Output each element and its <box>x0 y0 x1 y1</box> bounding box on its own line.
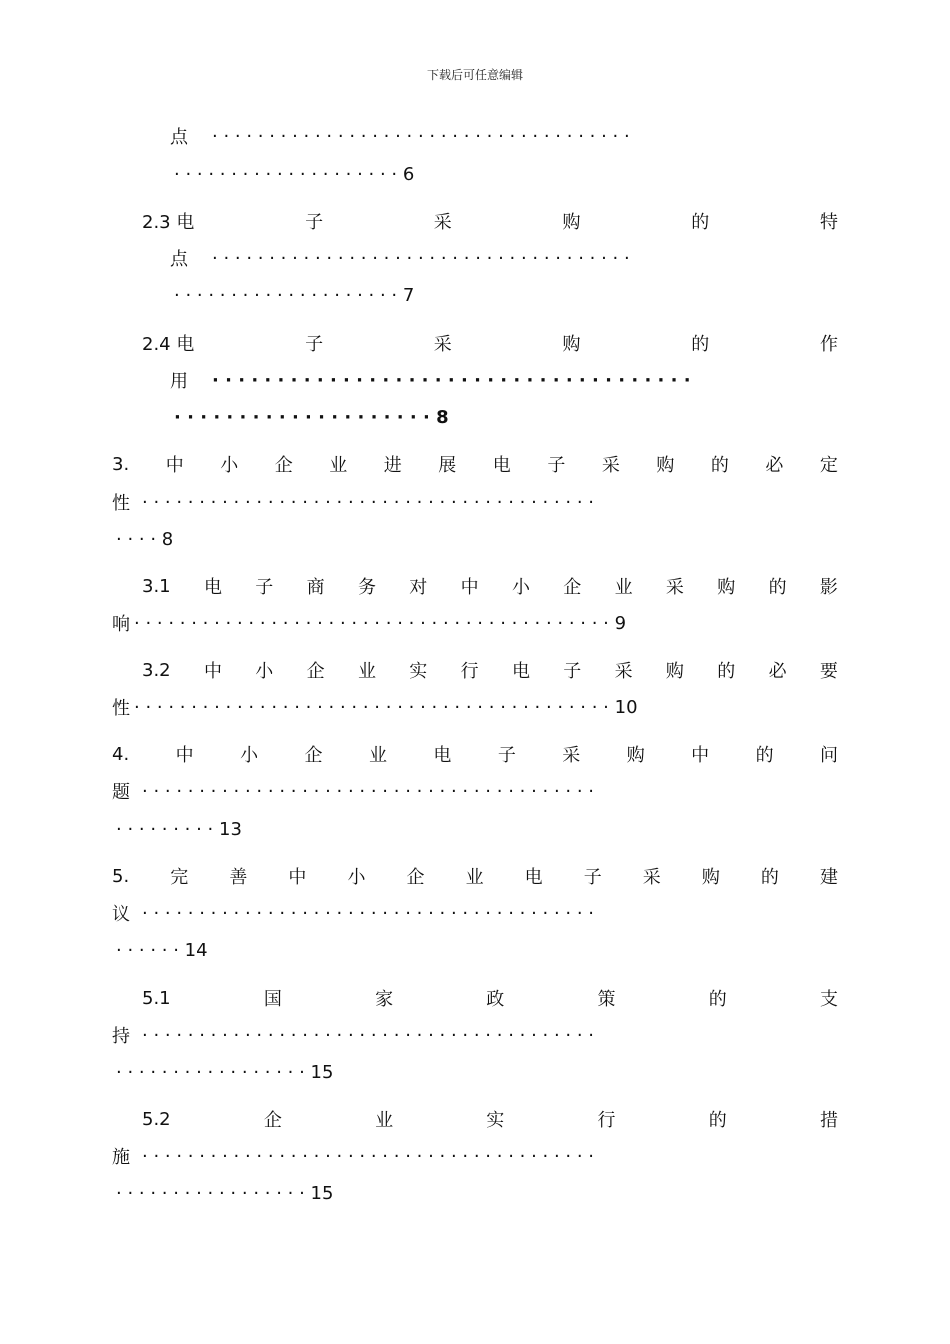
toc-leader-page: · · · · · · · · · · · · · · · · · 15 <box>116 1182 334 1204</box>
toc-token: 3.1 <box>142 575 171 597</box>
toc-token: 建 <box>819 867 838 888</box>
toc-token: 善 <box>229 867 248 888</box>
toc-token: 务 <box>357 577 376 598</box>
toc-token: 2.3 电 <box>142 212 195 233</box>
toc-token: 电 <box>511 661 530 682</box>
page-header: 下载后可任意编辑 <box>426 68 523 82</box>
toc-token: 电 <box>433 745 452 766</box>
toc-token: 企 <box>306 661 325 682</box>
toc-token: 企 <box>304 745 323 766</box>
toc-token: 业 <box>368 745 387 766</box>
toc-token: 必 <box>768 661 787 682</box>
toc-token: 电 <box>492 455 511 476</box>
toc-token: 购 <box>562 334 581 355</box>
toc-entry-cont-line1 <box>170 124 188 148</box>
toc-leader-page: · · · · · · · · · · · · · · · · · 15 <box>116 1061 334 1083</box>
toc-token: 作 <box>819 334 838 355</box>
toc-token: 2.4 电 <box>142 334 195 355</box>
toc-token: 的 <box>708 989 727 1010</box>
toc-token: 电 <box>203 577 222 598</box>
toc-entry-2-4[interactable] <box>142 331 838 355</box>
toc-entry-5-2[interactable] <box>142 1107 838 1131</box>
toc-token: 采 <box>562 745 581 766</box>
toc-leader-dots: · · · · · · · · · · · · · · · · · · · · · · · · · · · · · · · · · · · · · · · · <box>142 902 595 924</box>
toc-token: 中 <box>165 455 184 476</box>
toc-token: 购 <box>562 212 581 233</box>
toc-leader-dots: · · · · · · · · · · · · · · · · · · · · · · · · · · · · · · · · · · · · · · · · <box>142 491 595 513</box>
toc-token: 的 <box>755 745 774 766</box>
toc-token: 商 <box>306 577 325 598</box>
toc-token: 子 <box>583 867 602 888</box>
toc-entry-3-1-line2: 响 <box>112 614 130 635</box>
toc-token: 采 <box>614 661 633 682</box>
toc-token: 子 <box>563 661 582 682</box>
toc-token: 的 <box>691 334 710 355</box>
toc-token: 采 <box>601 455 620 476</box>
toc-entry-3-2-line2: 性 <box>112 698 130 719</box>
toc-entry-5-2-line2: 施 <box>112 1147 130 1168</box>
toc-token: 的 <box>760 867 779 888</box>
toc-leader-page: · · · · · · · · · · · · · · · · · · · · 8 <box>174 406 449 428</box>
toc-entry-5-line2: 议 <box>112 904 130 925</box>
toc-token: 小 <box>511 577 530 598</box>
toc-token: 购 <box>656 455 675 476</box>
toc-entry-2-3-line2: 点 <box>170 249 188 270</box>
toc-token: 业 <box>614 577 633 598</box>
toc-token: 采 <box>433 334 452 355</box>
toc-token: 实 <box>409 661 428 682</box>
toc-token: 定 <box>819 455 838 476</box>
toc-token: 支 <box>819 989 838 1010</box>
toc-token: 5.1 <box>142 987 171 1009</box>
toc-token: 小 <box>220 455 239 476</box>
toc-token: 购 <box>701 867 720 888</box>
toc-leader-page: · · · · · · · · · · · · · · · · · · · · 6 <box>174 163 415 185</box>
toc-token: 中 <box>288 867 307 888</box>
toc-leader-page: · · · · · · · · · · · · · · · · · · · · · · · · · · · · · · · · · · · · · · · · · · 10 <box>134 696 638 718</box>
toc-token: 业 <box>465 867 484 888</box>
toc-token: 影 <box>819 577 838 598</box>
toc-token: 5.2 <box>142 1108 171 1130</box>
toc-token: 国 <box>263 989 282 1010</box>
toc-token: 中 <box>691 745 710 766</box>
toc-token: 策 <box>597 989 616 1010</box>
toc-token: 子 <box>305 212 324 233</box>
toc-token: 的 <box>768 577 787 598</box>
toc-leader-dots: · · · · · · · · · · · · · · · · · · · · · · · · · · · · · · · · · · · · · · · · <box>142 780 595 802</box>
toc-token: 子 <box>497 745 516 766</box>
toc-leader-dots: · · · · · · · · · · · · · · · · · · · · · · · · · · · · · · · · · · · · · · · · <box>142 1145 595 1167</box>
toc-token: 特 <box>819 212 838 233</box>
toc-token: 的 <box>717 661 736 682</box>
toc-token: 子 <box>305 334 324 355</box>
toc-entry-3-line2: 性 <box>112 493 130 514</box>
toc-token: 行 <box>597 1110 616 1131</box>
toc-token: 购 <box>626 745 645 766</box>
toc-token: 购 <box>717 577 736 598</box>
toc-token: 业 <box>329 455 348 476</box>
toc-entry-4-line2: 题 <box>112 782 130 803</box>
toc-entry-3-1[interactable] <box>142 574 838 598</box>
toc-entry-3-2[interactable] <box>142 658 838 682</box>
toc-token: 必 <box>765 455 784 476</box>
toc-leader-dots: · · · · · · · · · · · · · · · · · · · · · · · · · · · · · · · · · · · · · <box>212 369 691 391</box>
toc-token: 的 <box>691 212 710 233</box>
toc-token: 行 <box>460 661 479 682</box>
toc-cont-char: 点 <box>170 127 188 148</box>
toc-token: 4. <box>112 743 130 765</box>
toc-token: 中 <box>203 661 222 682</box>
toc-token: 企 <box>563 577 582 598</box>
toc-entry-5[interactable] <box>112 864 838 888</box>
toc-entry-3[interactable] <box>112 452 838 476</box>
toc-token: 要 <box>819 661 838 682</box>
toc-token: 小 <box>240 745 259 766</box>
toc-leader-page: · · · · · · · · · · · · · · · · · · · · 7 <box>174 284 415 306</box>
toc-token: 小 <box>255 661 274 682</box>
toc-entry-4[interactable] <box>112 742 838 766</box>
toc-token: 问 <box>820 745 838 766</box>
toc-token: 家 <box>375 989 394 1010</box>
toc-token: 子 <box>547 455 566 476</box>
toc-token: 3. <box>112 453 130 475</box>
toc-token: 子 <box>255 577 274 598</box>
toc-leader-page: · · · · 8 <box>116 528 174 550</box>
toc-token: 采 <box>665 577 684 598</box>
toc-token: 中 <box>175 745 194 766</box>
toc-leader-page: · · · · · · 14 <box>116 939 208 961</box>
toc-token: 5. <box>112 865 130 887</box>
toc-token: 中 <box>460 577 479 598</box>
toc-leader-dots: · · · · · · · · · · · · · · · · · · · · · · · · · · · · · · · · · · · · · <box>212 247 630 269</box>
toc-entry-2-3[interactable] <box>142 209 838 233</box>
toc-token: 完 <box>170 867 189 888</box>
toc-entry-2-4-line2: 用 <box>170 371 188 392</box>
toc-leader-dots: · · · · · · · · · · · · · · · · · · · · · · · · · · · · · · · · · · · · · <box>212 125 630 147</box>
toc-token: 小 <box>347 867 366 888</box>
toc-token: 业 <box>375 1110 394 1131</box>
toc-token: 政 <box>486 989 505 1010</box>
toc-token: 对 <box>409 577 428 598</box>
toc-token: 展 <box>438 455 457 476</box>
toc-token: 进 <box>383 455 402 476</box>
toc-token: 企 <box>274 455 293 476</box>
toc-token: 措 <box>819 1110 838 1131</box>
toc-entry-5-1[interactable] <box>142 986 838 1010</box>
toc-token: 企 <box>406 867 425 888</box>
toc-leader-dots: · · · · · · · · · · · · · · · · · · · · · · · · · · · · · · · · · · · · · · · · <box>142 1024 595 1046</box>
toc-leader-page: · · · · · · · · · 13 <box>116 818 242 840</box>
toc-token: 企 <box>263 1110 282 1131</box>
toc-entry-5-1-line2: 持 <box>112 1026 130 1047</box>
toc-token: 实 <box>486 1110 505 1131</box>
toc-token: 采 <box>433 212 452 233</box>
toc-token: 的 <box>708 1110 727 1131</box>
toc-token: 购 <box>665 661 684 682</box>
toc-token: 采 <box>642 867 661 888</box>
toc-token: 业 <box>357 661 376 682</box>
toc-token: 的 <box>710 455 729 476</box>
toc-leader-page: · · · · · · · · · · · · · · · · · · · · · · · · · · · · · · · · · · · · · · · · · · 9 <box>134 612 627 634</box>
toc-token: 电 <box>524 867 543 888</box>
toc-token: 3.2 <box>142 659 171 681</box>
